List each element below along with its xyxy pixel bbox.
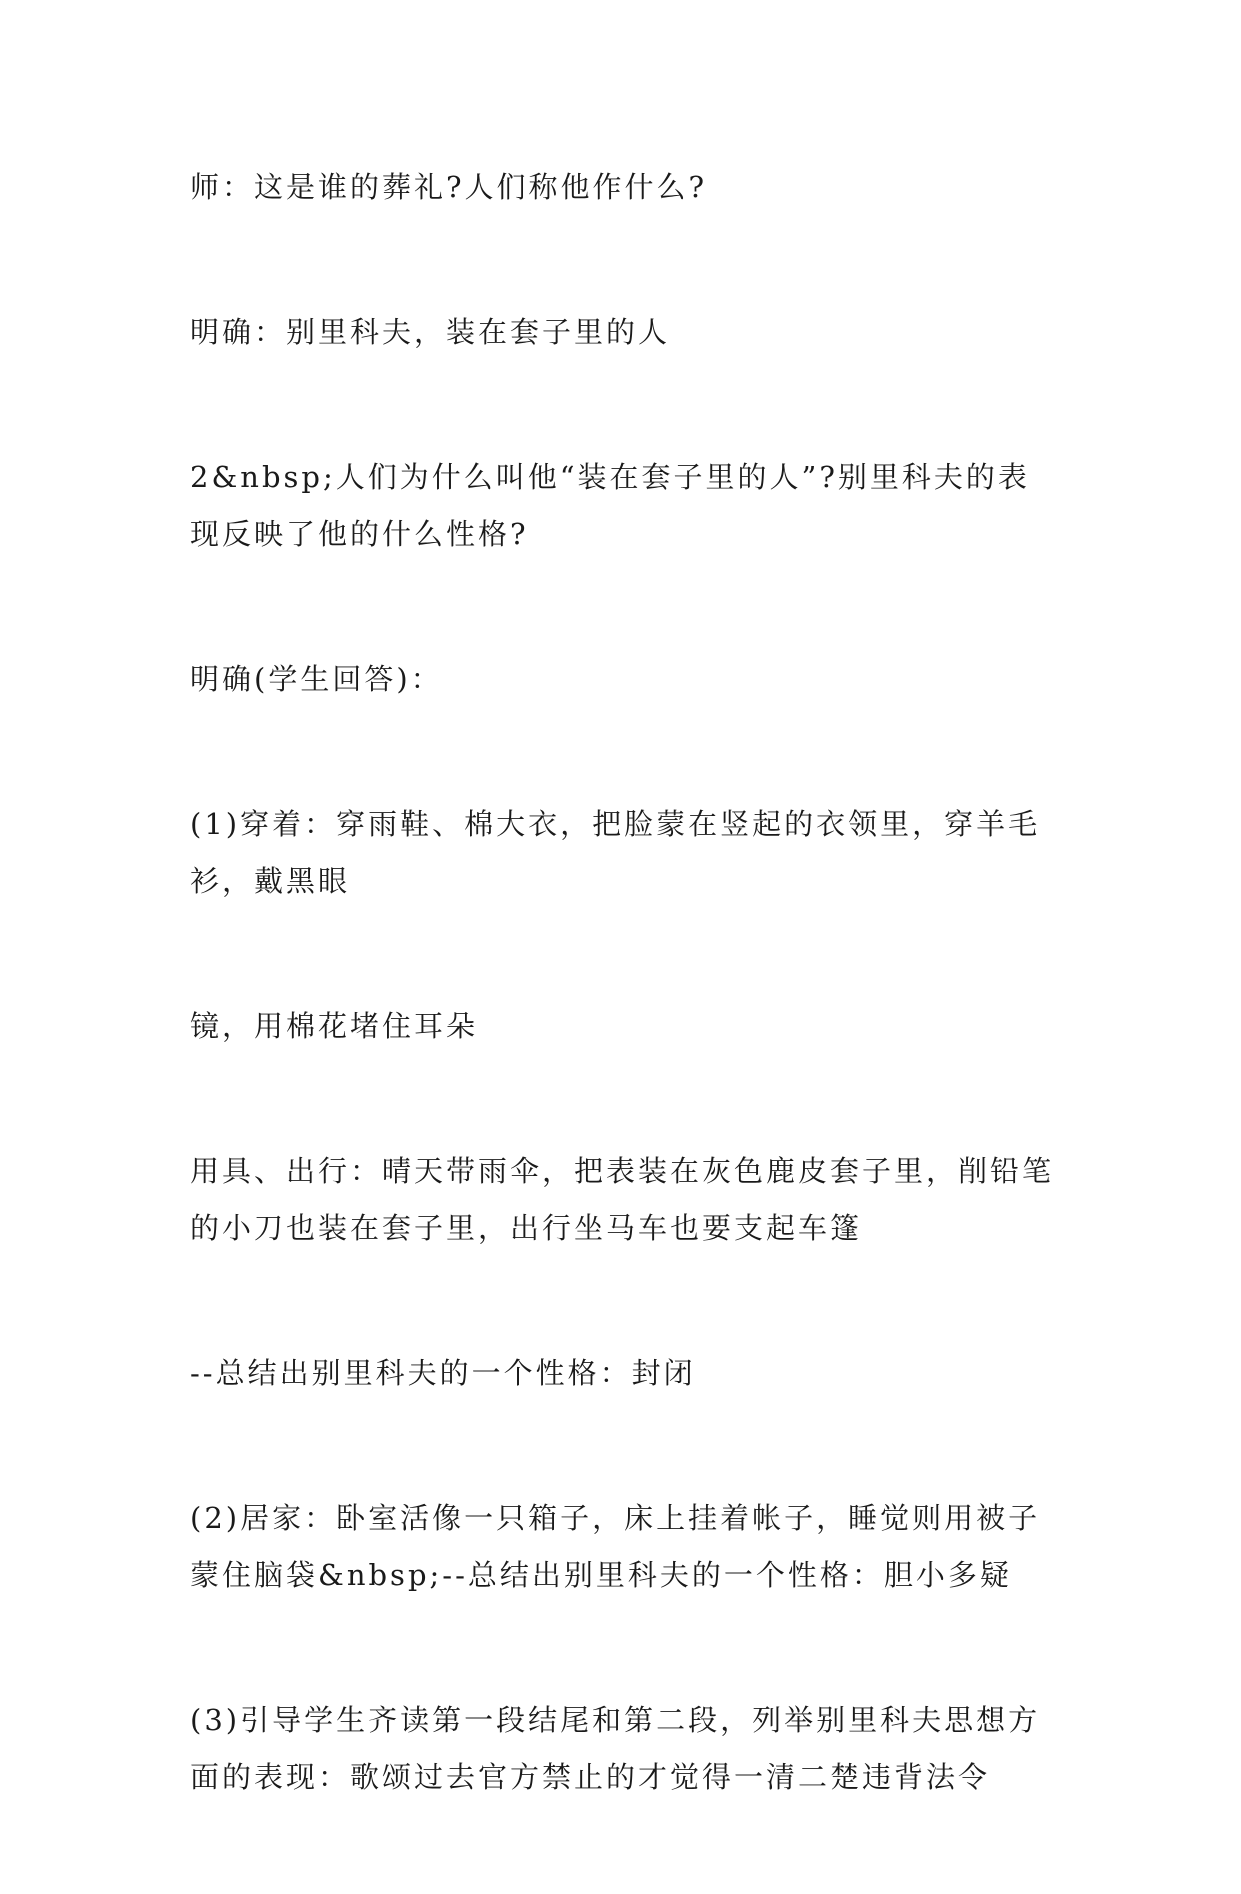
paragraph-answer-belikov: 明确：别里科夫，装在套子里的人 — [190, 315, 671, 349]
paragraph-summary-closed: --总结出别里科夫的一个性格：封闭 — [190, 1356, 696, 1390]
paragraph-home: (2)居家：卧室活像一只箱子，床上挂着帐子，睡觉则用被子蒙住脑袋&nbsp;--总结出别里科夫的一个性格：胆小多疑 — [190, 1501, 1041, 1592]
paragraph-utensils-travel: 用具、出行：晴天带雨伞，把表装在灰色鹿皮套子里，削铅笔的小刀也装在套子里，出行坐马车也要支起车篷 — [190, 1154, 1055, 1245]
paragraph-question-2: 2&nbsp;人们为什么叫他“装在套子里的人”?别里科夫的表现反映了他的什么性格? — [190, 460, 1030, 551]
paragraph-question-funeral: 师：这是谁的葬礼?人们称他作什么? — [190, 170, 708, 204]
paragraph-thought: (3)引导学生齐读第一段结尾和第二段，列举别里科夫思想方面的表现：歌颂过去官方禁止的才觉得一清二楚违背法令 — [190, 1703, 1041, 1794]
paragraph-clothing-continued: 镜，用棉花堵住耳朵 — [190, 1009, 479, 1043]
document-body — [190, 159, 1060, 1894]
paragraph-answer-heading: 明确(学生回答)： — [190, 662, 443, 696]
paragraph-clothing: (1)穿着：穿雨鞋、棉大衣，把脸蒙在竖起的衣领里，穿羊毛衫，戴黑眼 — [190, 807, 1041, 898]
